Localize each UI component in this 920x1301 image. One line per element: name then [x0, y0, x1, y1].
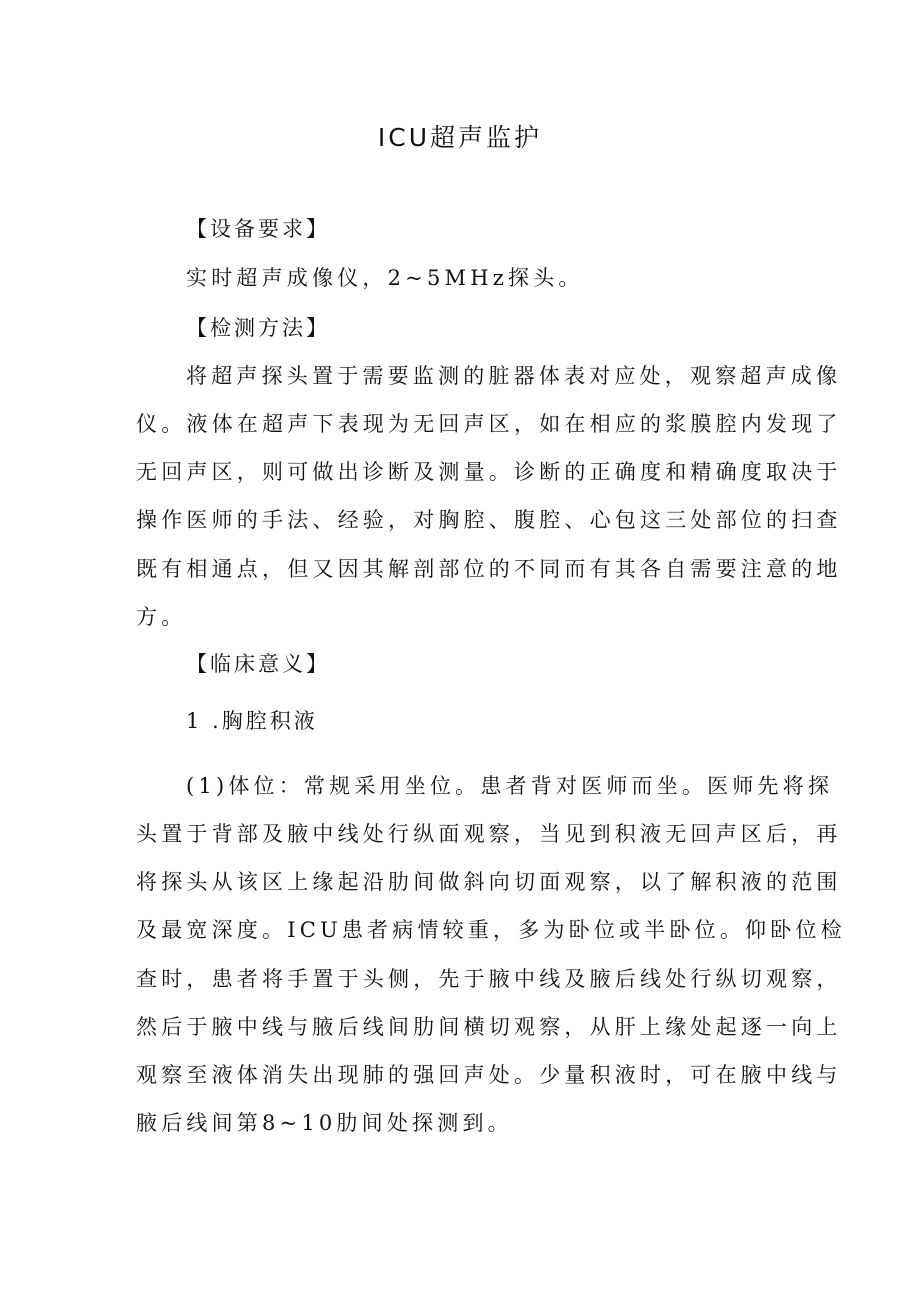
method-line-6: 方。 [136, 605, 187, 629]
significance-line-7: 观察至液体消失出现肺的强回声处。少量积液时，可在腋中线与 [136, 1063, 842, 1087]
significance-line-1: (1)体位：常规采用坐位。患者背对医师而坐。医师先将探 [186, 774, 834, 798]
method-line-5: 既有相通点，但又因其解剖部位的不同而有其各自需要注意的地 [136, 557, 842, 581]
page-title: ICU超声监护 [377, 123, 543, 152]
method-line-2: 仪。液体在超声下表现为无回声区，如在相应的浆膜腔内发现了 [136, 412, 842, 436]
section-heading-method: 【检测方法】 [186, 316, 330, 340]
list-item-pleural-effusion: 1 .胸腔积液 [186, 709, 318, 733]
significance-line-8: 腋后线间第8~10肋间处探测到。 [136, 1111, 513, 1135]
section-heading-equipment: 【设备要求】 [186, 217, 330, 241]
method-line-1: 将超声探头置于需要监测的脏器体表对应处，观察超声成像 [186, 364, 842, 388]
significance-line-3: 将探头从该区上缘起沿肋间做斜向切面观察，以了解积液的范围 [136, 870, 842, 894]
section-heading-significance: 【临床意义】 [186, 652, 330, 676]
significance-line-5: 查时，患者将手置于头侧，先于腋中线及腋后线处行纵切观察， [136, 967, 842, 991]
significance-line-6: 然后于腋中线与腋后线间肋间横切观察，从肝上缘处起逐一向上 [136, 1015, 842, 1039]
significance-line-4: 及最宽深度。ICU患者病情较重，多为卧位或半卧位。仰卧位检 [136, 918, 846, 942]
method-line-3: 无回声区，则可做出诊断及测量。诊断的正确度和精确度取决于 [136, 460, 842, 484]
method-line-4: 操作医师的手法、经验，对胸腔、腹腔、心包这三处部位的扫查 [136, 508, 842, 532]
equipment-text: 实时超声成像仪，2~5MHz探头。 [186, 266, 584, 290]
significance-line-2: 头置于背部及腋中线处行纵面观察，当见到积液无回声区后，再 [136, 822, 842, 846]
